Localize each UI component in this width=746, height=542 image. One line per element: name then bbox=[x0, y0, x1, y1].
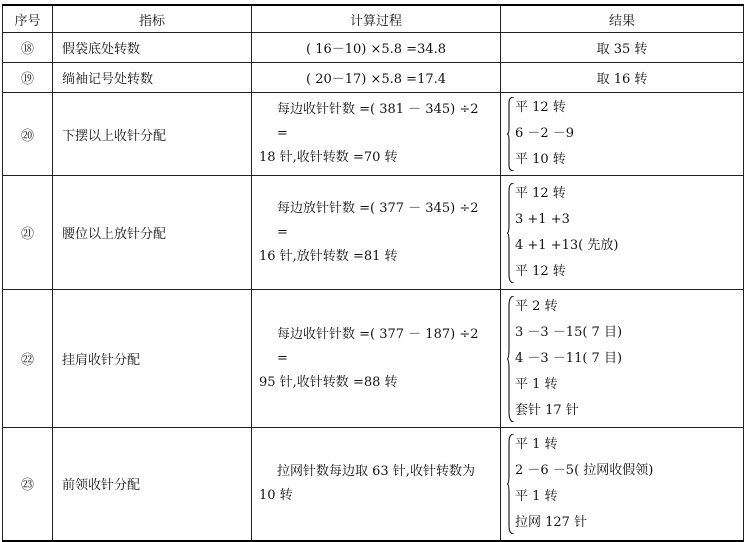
brace-icon bbox=[507, 434, 515, 534]
row-number: ⑲ bbox=[3, 63, 53, 93]
brace-icon bbox=[507, 296, 515, 422]
calc-line: 95 针,收针转数 =88 转 bbox=[259, 374, 398, 390]
result-line: 3 －3 －15( 7 目) bbox=[515, 324, 623, 340]
header-no: 序号 bbox=[3, 5, 53, 33]
header-indicator: 指标 bbox=[53, 5, 252, 33]
calc-line: 18 针,收针转数 =70 转 bbox=[259, 150, 398, 165]
calc-line: 拉网针数每边取 63 针,收针转数为 bbox=[277, 463, 475, 479]
table-row bbox=[3, 93, 744, 176]
calc-line: 每边收针针数 =( 377 － 187) ÷2 = bbox=[277, 326, 479, 366]
result-group bbox=[507, 294, 743, 424]
row-result bbox=[501, 93, 744, 176]
row-number: ⑱ bbox=[3, 33, 53, 63]
table-row bbox=[3, 63, 744, 93]
calc-line: 每边放针针数 =( 377 － 345) ÷2 = bbox=[277, 200, 479, 240]
row-result bbox=[501, 176, 744, 290]
result-line: 3 +1 +3 bbox=[515, 211, 570, 227]
result-line: 套针 17 针 bbox=[515, 402, 579, 418]
knitting-calculation-table bbox=[2, 4, 744, 542]
header-calc: 计算过程 bbox=[252, 5, 501, 33]
row-result bbox=[501, 290, 744, 428]
result-line: 2 －6 －5( 拉网收假领) bbox=[515, 462, 654, 478]
brace-icon bbox=[507, 183, 515, 283]
table-row bbox=[3, 176, 744, 290]
table-row bbox=[3, 290, 744, 428]
header-result: 结果 bbox=[501, 5, 744, 33]
result-line: 平 10 转 bbox=[515, 152, 566, 167]
row-calc: ( 16－10) ×5.8 =34.8 bbox=[252, 33, 501, 63]
table-header-row bbox=[3, 5, 744, 33]
result-line: 4 －3 －11( 7 目) bbox=[515, 350, 623, 366]
result-line: 平 1 转 bbox=[515, 436, 558, 452]
calc-line: 10 转 bbox=[259, 487, 293, 503]
row-number: ㉑ bbox=[3, 176, 53, 290]
row-number: ⑳ bbox=[3, 93, 53, 176]
row-indicator: 下摆以上收针分配 bbox=[53, 93, 252, 176]
result-line: 平 12 转 bbox=[515, 185, 566, 201]
result-group bbox=[507, 181, 743, 285]
row-result: 取 35 转 bbox=[501, 33, 744, 63]
row-number: ㉓ bbox=[3, 428, 53, 541]
calc-line: 每边收针针数 =( 381 － 345) ÷2 = bbox=[277, 102, 479, 141]
row-calc: ( 20－17) ×5.8 =17.4 bbox=[252, 63, 501, 93]
row-indicator: 挂肩收针分配 bbox=[53, 290, 252, 428]
row-indicator: 假袋底处转数 bbox=[53, 33, 252, 63]
brace-icon bbox=[507, 97, 515, 171]
result-line: 平 1 转 bbox=[515, 376, 558, 392]
result-line: 6 －2 －9 bbox=[515, 126, 575, 141]
row-number: ㉒ bbox=[3, 290, 53, 428]
result-line: 平 2 转 bbox=[515, 298, 558, 314]
result-line: 拉网 127 针 bbox=[515, 514, 588, 530]
result-group bbox=[507, 432, 743, 536]
row-calc bbox=[252, 428, 501, 541]
result-line: 平 12 转 bbox=[515, 100, 566, 115]
row-calc bbox=[252, 93, 501, 176]
row-indicator: 腰位以上放针分配 bbox=[53, 176, 252, 290]
result-line: 平 12 转 bbox=[515, 263, 566, 279]
result-group bbox=[507, 95, 743, 173]
row-result: 取 16 转 bbox=[501, 63, 744, 93]
result-line: 平 1 转 bbox=[515, 488, 558, 504]
row-result bbox=[501, 428, 744, 541]
row-indicator: 前领收针分配 bbox=[53, 428, 252, 541]
row-calc bbox=[252, 176, 501, 290]
result-line: 4 +1 +13( 先放) bbox=[515, 237, 619, 253]
table-row bbox=[3, 428, 744, 541]
row-calc bbox=[252, 290, 501, 428]
calc-line: 16 针,放针转数 =81 转 bbox=[259, 248, 398, 264]
row-indicator: 绱袖记号处转数 bbox=[53, 63, 252, 93]
table-row bbox=[3, 33, 744, 63]
